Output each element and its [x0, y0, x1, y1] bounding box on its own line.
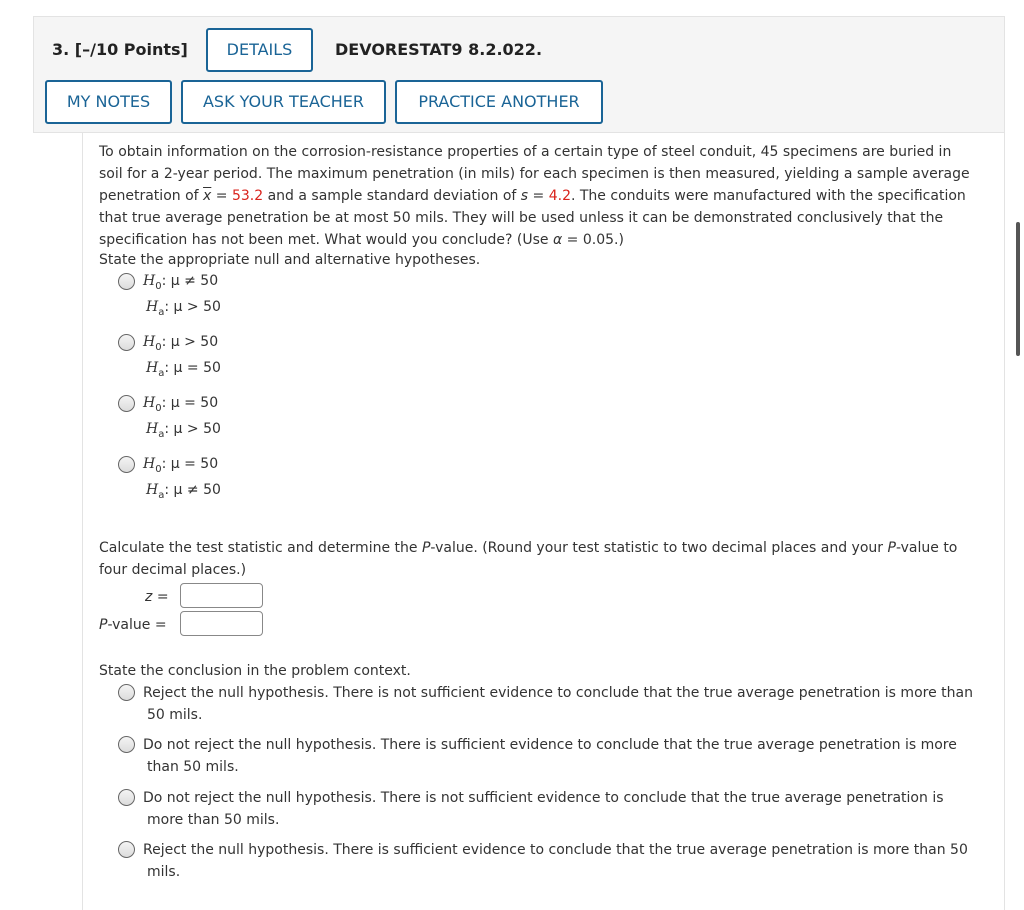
hypothesis-h0-3: $H_0$: μ = 50 [143, 395, 219, 414]
hypothesis-ha-4: $H_a$: μ ≠ 50 [146, 482, 221, 501]
details-button[interactable]: DETAILS [206, 28, 313, 72]
problem-line: that true average penetration be at most 50 mils. They will be used unless it can be demonstrated conclusively that the [99, 210, 944, 226]
conclusion-option-1: Reject the null hypothesis. There is not sufficient evidence to conclude that the true average penetration is more than 50 mils. [143, 685, 973, 723]
hypothesis-radio-4[interactable] [118, 456, 135, 473]
hypothesis-radio-3[interactable] [118, 395, 135, 412]
problem-line: soil for a 2-year period. The maximum penetration (in mils) for each specimen is then measured, yielding a sample average [99, 166, 970, 182]
pvalue-label: P-value = [99, 617, 167, 633]
problem-line: specification has not been met. What would you conclude? (Use α = 0.05.) [99, 232, 624, 248]
conclusion-radio-4[interactable] [118, 841, 135, 858]
s-value: 4.2 [548, 188, 571, 204]
conclusion-option-3: Do not reject the null hypothesis. There is not sufficient evidence to conclude that the true average penetration is more than 50 mils. [143, 790, 944, 828]
question-number: 3. [52, 40, 70, 59]
practice-another-button[interactable]: PRACTICE ANOTHER [395, 80, 603, 124]
question-id: DEVORESTAT9 8.2.022. [335, 40, 543, 59]
hypothesis-radio-2[interactable] [118, 334, 135, 351]
question-body [82, 133, 1005, 910]
conclusion-prompt: State the conclusion in the problem context. [99, 663, 411, 679]
hypothesis-ha-2: $H_a$: μ = 50 [146, 360, 221, 379]
ask-your-teacher-button[interactable]: ASK YOUR TEACHER [181, 80, 386, 124]
problem-line: To obtain information on the corrosion-resistance properties of a certain type of steel conduit, 45 specimens are buried in [99, 144, 952, 160]
question-points: [–/10 Points] [74, 40, 188, 59]
hypothesis-ha-3: $H_a$: μ > 50 [146, 421, 221, 440]
my-notes-button[interactable]: MY NOTES [45, 80, 172, 124]
alpha-symbol: α [552, 232, 563, 248]
problem-line: penetration of $\overline{x} = 53.2$ and a sample standard deviation of s = 4.2. The conduits were manufactured with the specification [99, 188, 966, 204]
conclusion-radio-1[interactable] [118, 684, 135, 701]
conclusion-option-2: Do not reject the null hypothesis. There is sufficient evidence to conclude that the true average penetration is more than 50 mils. [143, 737, 957, 775]
hypothesis-h0-4: $H_0$: μ = 50 [143, 456, 219, 475]
conclusion-radio-2[interactable] [118, 736, 135, 753]
conclusion-radio-3[interactable] [118, 789, 135, 806]
hypothesis-radio-1[interactable] [118, 273, 135, 290]
question-header [33, 16, 1005, 133]
hypothesis-ha-1: $H_a$: μ > 50 [146, 299, 221, 318]
pvalue-input[interactable] [180, 611, 263, 636]
scrollbar[interactable] [1016, 222, 1020, 356]
z-label: z = [145, 589, 169, 605]
hypothesis-h0-1: $H_0$: μ ≠ 50 [143, 273, 219, 292]
question-title [52, 40, 188, 59]
s-symbol: s [520, 188, 529, 204]
problem-text [99, 141, 999, 251]
z-input[interactable] [180, 583, 263, 608]
conclusion-option-4: Reject the null hypothesis. There is sufficient evidence to conclude that the true average penetration is more than 50 mils. [143, 842, 968, 880]
xbar-symbol: $\overline{x}$ [203, 188, 212, 204]
xbar-value: 53.2 [231, 188, 264, 204]
hypotheses-prompt: State the appropriate null and alternative hypotheses. [99, 252, 481, 268]
hypothesis-h0-2: $H_0$: μ > 50 [143, 334, 219, 353]
calc-prompt: Calculate the test statistic and determine the P-value. (Round your test statistic to two decimal places and your P-value to four decimal places.) [99, 540, 958, 578]
